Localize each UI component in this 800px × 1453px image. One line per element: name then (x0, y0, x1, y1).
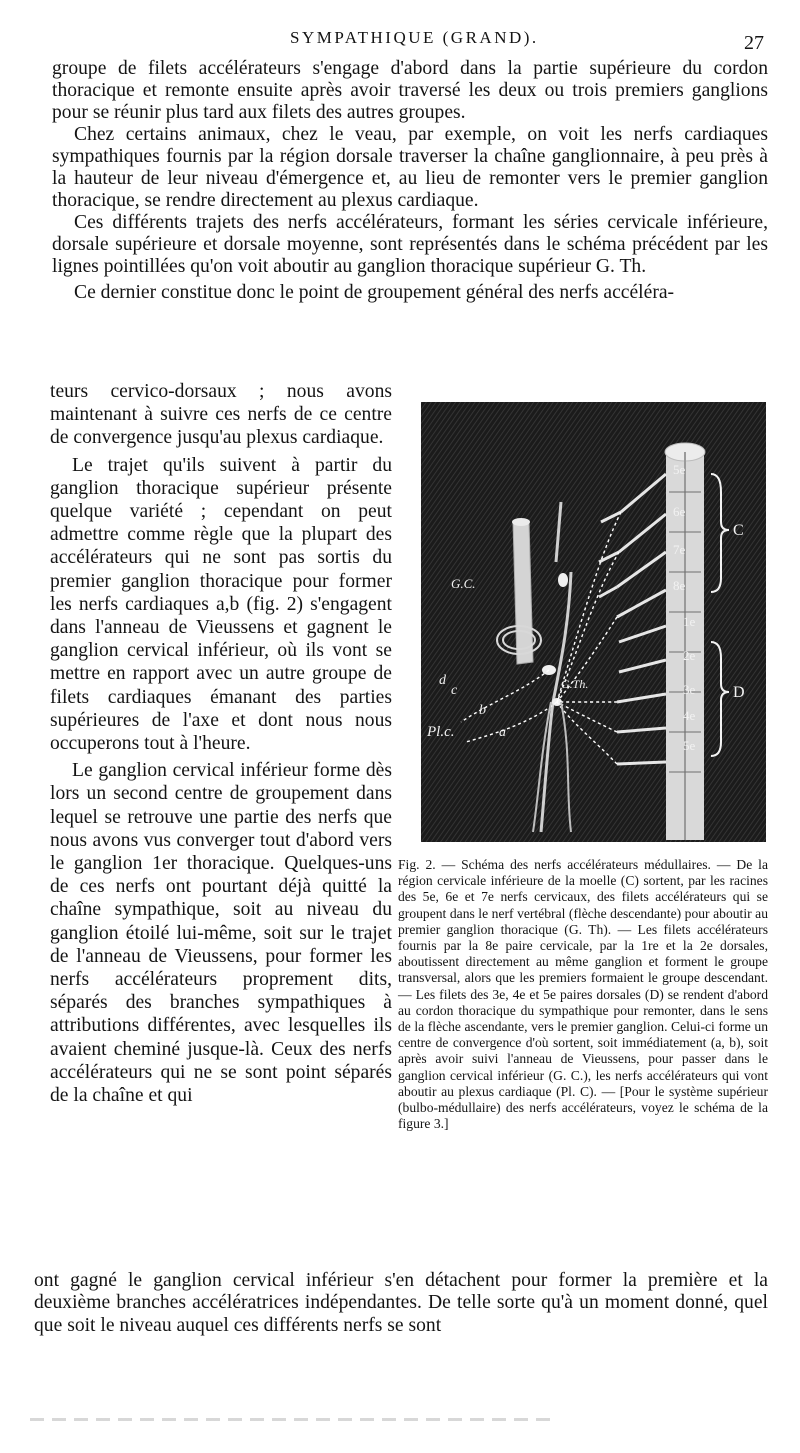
spinal-cord (665, 443, 705, 840)
paragraph: Le ganglion cervical inférieur forme dès lors un second centre de groupement dans lequel se retrouve une partie des nerfs que nous avons vus converger tout d'abord vers le ganglion 1er thoracique. Quelques-uns de ces nerfs ont pourtant déjà quitté la chaîne sympathique, soit au niveau du ganglion étoilé lui-même, soit sur le trajet de l'anneau de Vieussens, pour former les nerfs accélérateurs proprement dits, séparés des branches sympathiques à attributions différentes, avec lesquelles ils avaient cheminé jusque-là. Ceux des nerfs accélérateurs qui ne se sont point séparés de la chaîne et qui (50, 760, 392, 1107)
level-label: 7e (673, 542, 686, 557)
caption-text: Fig. 2. — Schéma des nerfs accélérateurs médullaires. — De la région cervicale inférieure de la moelle (C) sortent, par les racines des 5e, 6e et 7e nerfs cervicaux, des filets accélérateurs qui se groupent dans le nerf vertébral (flèche descendante) pour aboutir au premier ganglion thoracique (G. Th). — Les filets accélérateurs fournis par la 8e paire cervicale, par la 1re et la 2e dorsales, aboutissent directement au même ganglion et forment le groupe transversal, alors que les premiers formaient le groupe descendant. — Les filets des 3e, 4e et 5e paires dorsales (D) se rendent d'abord au cordon thoracique du sympathique pour remonter, dans le sens de la flèche ascendante, vers le premier ganglion. Celui-ci forme un centre de convergence d'où sortent, soit immédiatement (a, b), soit après avoir suivi l'anneau de Vieussens, pour passer dans le ganglion cervical inférieur (G. C.), les nerfs accélérateurs qui vont aboutir au plexus cardiaque (Pl. C). — [Pour le système supérieur (bulbo-médullaire) des nerfs accélérateurs, voyez le schéma de la figure 3.] (398, 857, 768, 1132)
level-label: 4e (683, 708, 696, 723)
page-smudge (30, 1418, 550, 1421)
paragraph: Ces différents trajets des nerfs accélérateurs, formant les séries cervicale inférieure, dorsale supérieure et dorsale moyenne, sont représentés dans le schéma précédent par les lignes pointillées qu'on voit aboutir au ganglion thoracique supérieur G. Th. (52, 212, 768, 277)
label-d: d (439, 673, 446, 688)
level-label: 6e (673, 504, 686, 519)
paragraph: teurs cervico-dorsaux ; nous avons maintenant à suivre ces nerfs de ce centre de convergence jusqu'au plexus cardiaque. (50, 381, 392, 449)
running-title: SYMPATHIQUE (GRAND). (290, 28, 539, 47)
page-header (0, 28, 800, 54)
label-brace-d: D (733, 684, 745, 701)
left-column-text (50, 380, 392, 1107)
page-number: 27 (744, 32, 764, 54)
label-plc: Pl.c. (427, 724, 455, 740)
figure-2-engraving (421, 402, 766, 842)
label-brace-c: C (733, 522, 744, 539)
level-label: 8e (673, 578, 686, 593)
label-a: a (499, 725, 506, 740)
paragraph: Ce dernier constitue donc le point de groupement général des nerfs accéléra- (74, 282, 675, 303)
label-c: c (451, 683, 458, 698)
paragraph: Chez certains animaux, chez le veau, par exemple, on voit les nerfs cardiaques sympathiques fournis par la région dorsale traverser la chaîne ganglionnaire, à peu près à la hauteur de leur niveau d'émergence et, au lieu de remonter vers le premier ganglion thoracique, se rendre directement au plexus cardiaque. (52, 124, 768, 211)
label-gth: G.Th. (561, 677, 589, 691)
top-text-block (52, 58, 768, 304)
level-label: 3e (683, 682, 696, 697)
paragraph: groupe de filets accélérateurs s'engage d'abord dans la partie supérieure du cordon thoracique et remonte ensuite après avoir traversé les deux ou trois premiers ganglions pour se réunir plus tard aux filets des autres groupes. (52, 58, 768, 123)
engraving-background (421, 402, 766, 842)
figure-caption (398, 857, 768, 1132)
bottom-text-block (34, 1270, 768, 1337)
label-b: b (479, 703, 486, 718)
level-label: 5e (673, 462, 686, 477)
paragraph: ont gagné le ganglion cervical inférieur s'en détachent pour former la première et la deuxième branches accélératrices indépendantes. De telle sorte qu'à un moment donné, quel que soit le niveau auquel ces différents nerfs se sont (34, 1270, 768, 1336)
level-label: 5e (683, 738, 696, 753)
level-label: 1e (683, 614, 696, 629)
label-gc: G.C. (451, 576, 476, 591)
nerve-schema-illustration (421, 402, 766, 842)
level-label: 2e (683, 648, 696, 663)
paragraph: Le trajet qu'ils suivent à partir du ganglion thoracique supérieur présente quelque variété ; cependant on peut admettre comme règle que la plupart des accélérateurs qui ne sont pas sortis du premier ganglion thoracique pour former les nerfs cardiaques a,b (fig. 2) s'engagent dans l'anneau de Vieussens et gagnent le ganglion cervical inférieur, où ils vont se mettre en rapport avec un autre groupe de filets cardiaques émanant des parties supérieures de l'axe et dont nous nous occuperons tout à l'heure. (50, 454, 392, 755)
